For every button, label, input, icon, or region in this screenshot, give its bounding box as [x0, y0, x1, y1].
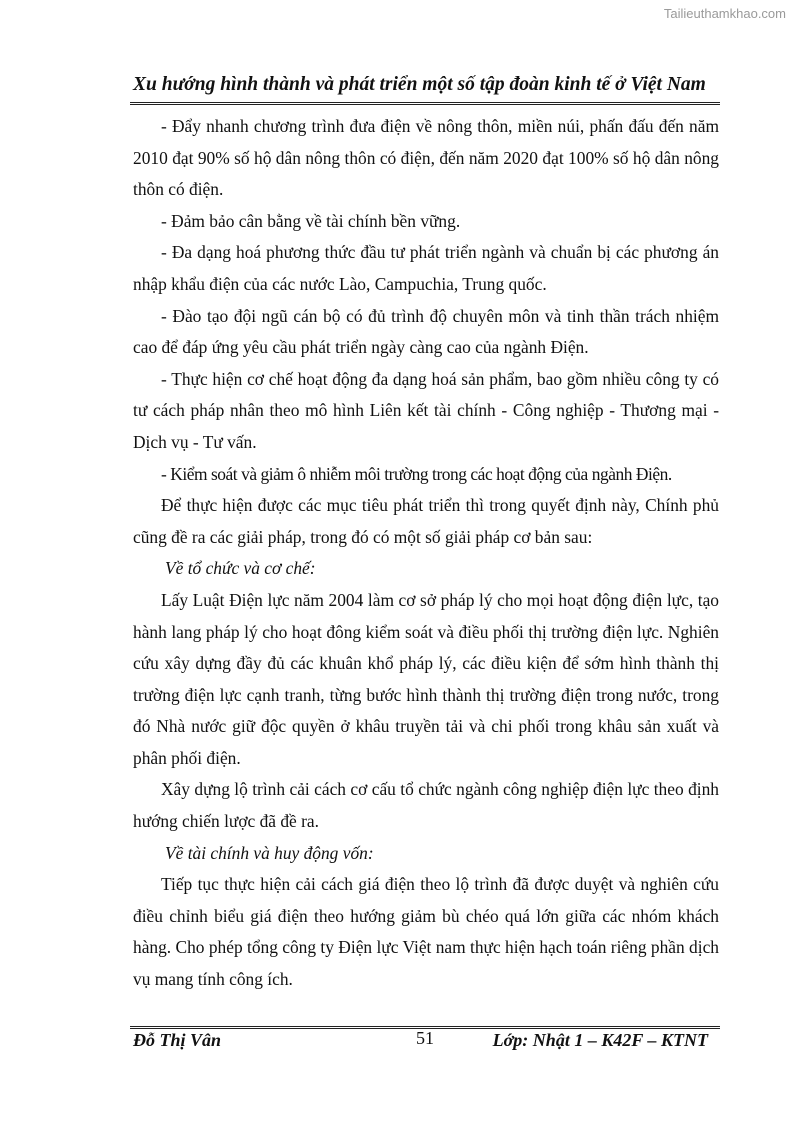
running-header-title: Xu hướng hình thành và phát triển một số tập đoàn kinh tế ở Việt Nam: [133, 74, 706, 95]
bullet-financial-balance: - Đảm bảo cân bằng về tài chính bền vững.: [161, 210, 461, 231]
bullet-pollution-control: - Kiểm soát và giảm ô nhiễm môi trường trong các hoạt động của ngành Điện.: [161, 463, 672, 484]
paragraph-restructuring: Xây dựng lộ trình cải cách cơ cấu tổ chức ngành công nghiệp điện lực theo định hướng chiến lược đã đề ra.: [133, 779, 719, 832]
footer-author: Đỗ Thị Vân: [133, 1030, 222, 1050]
footer-class-info: Lớp: Nhật 1 – K42F – KTNT: [492, 1030, 708, 1050]
body-content: [133, 111, 719, 996]
page-number: 51: [416, 1028, 434, 1048]
bullet-product-diversification: - Thực hiện cơ chế hoạt động đa dạng hoá sản phẩm, bao gồm nhiều công ty có tư cách pháp nhân theo mô hình Liên kết tài chính - Công nghiệp - Thương mại - Dịch vụ - Tư vấn.: [133, 368, 719, 452]
paragraph-electricity-law: Lấy Luật Điện lực năm 2004 làm cơ sở pháp lý cho mọi hoạt động điện lực, tạo hành lang pháp lý cho hoạt đông kiểm soát và điều phối thị trường điện lực. Nghiên cứu xây dựng đầy đủ các khuân khổ pháp lý, các điều kiện để sớm hình thành thị trường điện lực cạnh tranh, từng bước hình thành thị trường điện trong nước, trong đó Nhà nước giữ độc quyền ở khâu truyền tải và chi phối trong khâu sản xuất và phân phối điện.: [133, 589, 719, 768]
bullet-investment-diversification: - Đa dạng hoá phương thức đầu tư phát triển ngành và chuẩn bị các phương án nhập khẩu điện của các nước Lào, Campuchia, Trung quốc.: [133, 242, 719, 294]
watermark: Tailieuthamkhao.com: [663, 6, 786, 21]
bullet-rural-electrification: - Đẩy nhanh chương trình đưa điện về nông thôn, miền núi, phấn đấu đến năm 2010 đạt 90% số hộ dân nông thôn có điện, đến năm 2020 đạt 100% số hộ dân nông thôn có điện.: [133, 116, 719, 200]
subheading-finance: Về tài chính và huy động vốn:: [165, 842, 374, 863]
paragraph-solutions-intro: Để thực hiện được các mục tiêu phát triển thì trong quyết định này, Chính phủ cũng đề ra các giải pháp, trong đó có một số giải pháp cơ bản sau:: [133, 495, 719, 547]
paragraph-price-reform: Tiếp tục thực hiện cải cách giá điện theo lộ trình đã được duyệt và nghiên cứu điều chỉnh biểu giá điện theo hướng giảm bù chéo quá lớn giữa các nhóm khách hàng. Cho phép tổng công ty Điện lực Việt nam thực hiện hạch toán riêng phần dịch vụ mang tính công ích.: [133, 874, 719, 990]
bullet-staff-training: - Đào tạo đội ngũ cán bộ có đủ trình độ chuyên môn và tinh thần trách nhiệm cao để đáp ứng yêu cầu phát triển ngày càng cao của ngành Điện.: [133, 305, 719, 358]
subheading-organization: Về tổ chức và cơ chế:: [165, 558, 316, 579]
header-rule: [130, 102, 720, 105]
